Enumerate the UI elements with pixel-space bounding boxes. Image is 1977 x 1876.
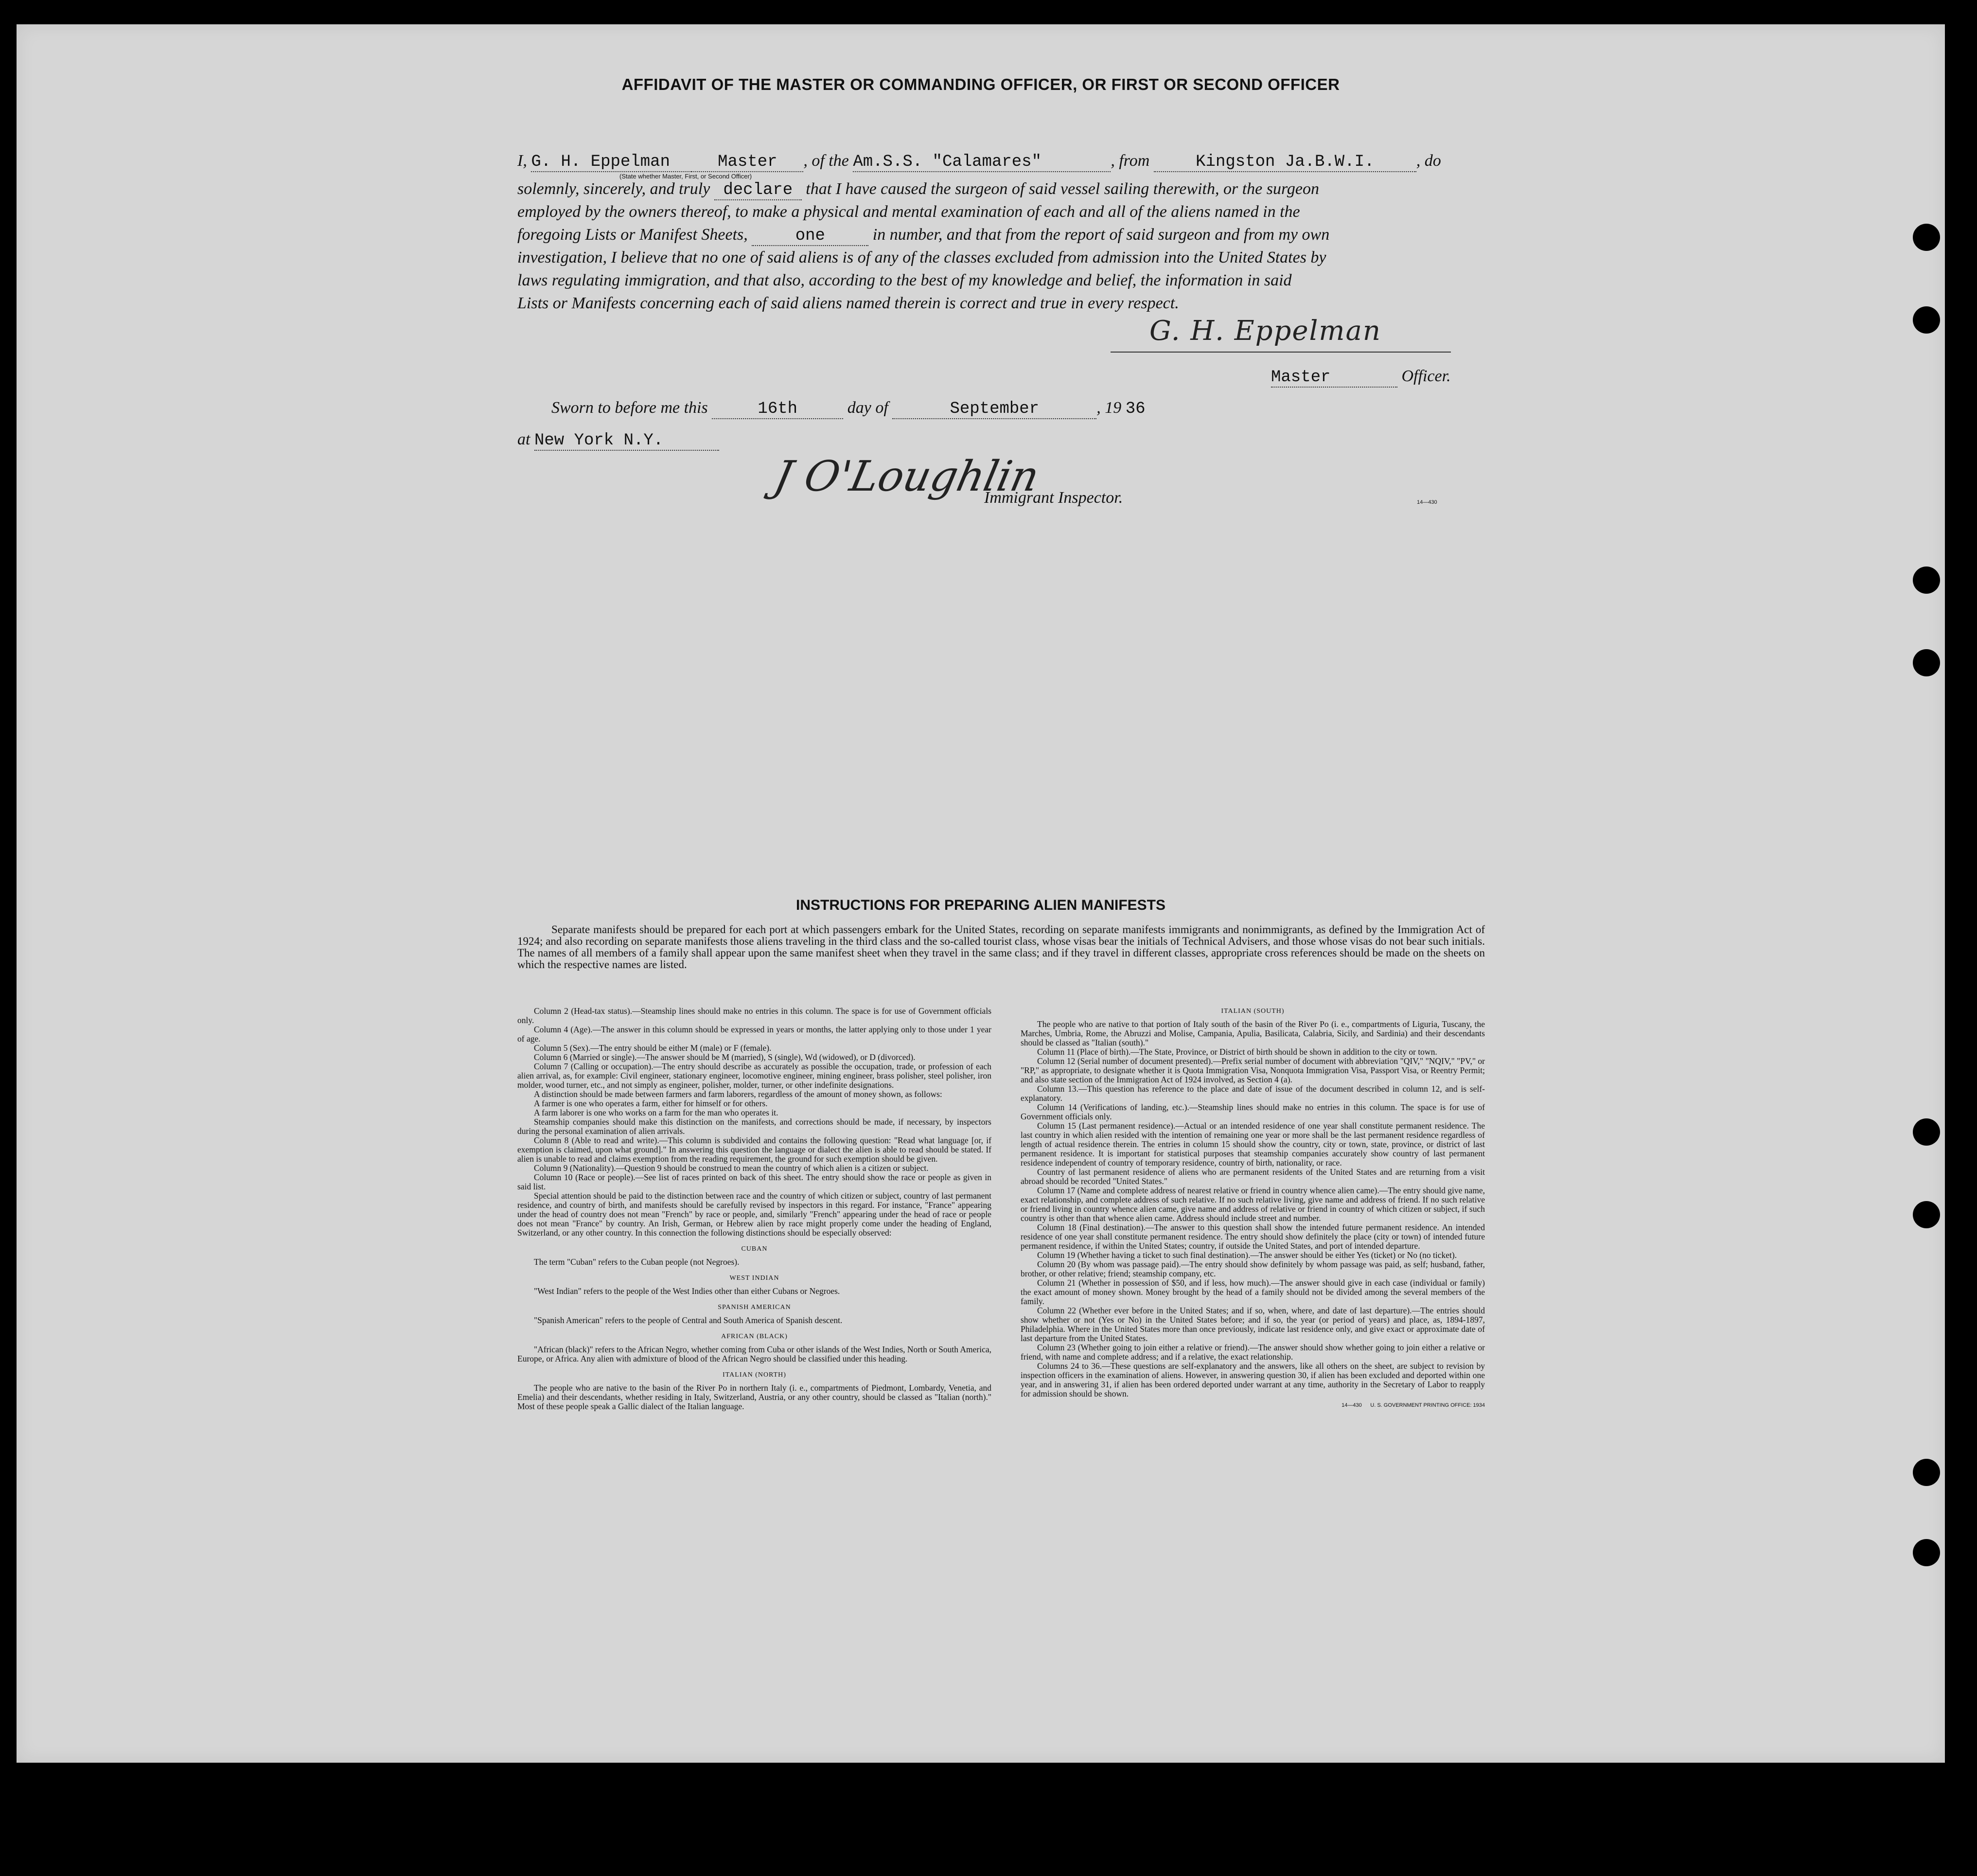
sworn-day-field: 16th [712, 400, 843, 419]
binder-hole [1913, 1459, 1940, 1486]
footer-code: 14—430 [1342, 1402, 1362, 1408]
right-paragraph-list [1021, 1020, 1485, 1398]
affidavit-line-6: laws regulating immigration, and that also, according to the best of my knowledge and belief, the information in said [517, 271, 1292, 289]
binder-hole [1913, 566, 1940, 594]
from-label: , from [1111, 152, 1150, 170]
instruction-paragraph: Country of last permanent residence of aliens who are permanent residents of the United States and are returning from a visit abroad should be recorded "United States." [1021, 1167, 1485, 1186]
race-section-heading: AFRICAN (BLACK) [721, 1333, 788, 1340]
instruction-paragraph: Column 5 (Sex).—The entry should be either M (male) or F (female). [534, 1043, 772, 1053]
affidavit-line-2 [517, 180, 1319, 200]
printer-footer [1021, 1399, 1485, 1410]
instruction-paragraph: Column 20 (By whom was passage paid).—The entry should show definitely by whom passage was paid, as self; husband, father, brother, or other relative; friend; steamship company, etc. [1021, 1259, 1485, 1278]
affidavit-line-3: employed by the owners thereof, to make a physical and mental examination of each and all of the aliens named in the [517, 203, 1300, 221]
race-section-text: "West Indian" refers to the people of the West Indies other than either Cubans or Negroes. [534, 1286, 840, 1296]
form-number: 14—430 [1417, 499, 1437, 505]
instructions-intro: Separate manifests should be prepared for each port at which passengers embark for the United States, recording on separate manifests immigrants and nonimmigrants, as defined by the Immigration Act of 1924; and also recording on separate manifests those aliens traveling in the third class and the so-called tourist class, whose visas bear the initials of Technical Advisers, and those whose visas do not bear such initials. The names of all members of a family shall appear upon the same manifest sheet when they travel in the same class; and if they travel in different classes, appropriate cross references should be made on the sheets on which the respective names are listed. [517, 923, 1485, 971]
left-section-list [517, 1244, 991, 1411]
binder-hole [1913, 1118, 1940, 1146]
footer-printer: U. S. GOVERNMENT PRINTING OFFICE: 1934 [1370, 1402, 1485, 1408]
instructions-left-column [517, 1007, 991, 1411]
binder-hole [1913, 224, 1940, 251]
instruction-paragraph: Column 18 (Final destination).—The answer to this question shall show the intended future permanent residence. An intended residence of one year shall constitute permanent residence. The entry should show definitely the place (city or town) of intended future permanent residence, if within the United States; country, if outside the United States, and port of intended departure. [1021, 1222, 1485, 1251]
instructions-title: INSTRUCTIONS FOR PREPARING ALIEN MANIFESTS [795, 897, 1166, 913]
vessel-field: Am.S.S. "Calamares" [853, 153, 1111, 172]
instruction-paragraph: Column 15 (Last permanent residence).—Actual or an intended residence of one year shall constitute permanent residence. The last country in which alien resided with the intention of remaining one year or more shall be the last permanent residence regardless of length of actual residence therein. The entries in column 15 should show the country, city or town, state, province, or district of last permanent residence. It is important for statistical purposes that steamship companies accurately show country of last permanent residence independent of country of temporary residence, country of birth, nationality, or race. [1021, 1121, 1485, 1168]
sworn-line [551, 399, 1146, 419]
instruction-paragraph: Column 23 (Whether going to join either a relative or friend).—The answer should show whether going to join either a relative or friend, with name and complete address; and if a relative, the exact relationship. [1021, 1343, 1485, 1362]
instruction-paragraph: Column 22 (Whether ever before in the United States; and if so, when, where, and date of last departure).—The entries should show whether or not (Yes or No) in the United States before; and if so, the year (or period of years) and place, as, 1894-1897, Philadelphia. Where in the United States more than once previously, indicate last residence only, and give exact or approximate date of last departure from the United States. [1021, 1306, 1485, 1343]
instruction-paragraph: Column 4 (Age).—The answer in this column should be expressed in years or months, the latter applying only to those under 1 year of age. [517, 1025, 991, 1044]
race-section-heading: ITALIAN (NORTH) [723, 1371, 786, 1379]
race-section-text: The term "Cuban" refers to the Cuban people (not Negroes). [534, 1257, 740, 1267]
left-paragraph-list [517, 1007, 991, 1238]
instruction-paragraph: A farmer is one who operates a farm, either for himself or for others. [534, 1098, 768, 1108]
affidavit-line-7: Lists or Manifests concerning each of said aliens named therein is correct and true in every respect. [517, 294, 1179, 312]
rank-note: (State whether Master, First, or Second Officer) [619, 173, 752, 180]
race-section-heading: CUBAN [741, 1245, 768, 1253]
race-section-heading: WEST INDIAN [729, 1274, 779, 1282]
instruction-paragraph: A farm laborer is one who works on a farm for the man who operates it. [534, 1108, 778, 1117]
place-field: New York N.Y. [534, 432, 719, 451]
instruction-paragraph: Column 9 (Nationality).—Question 9 should be construed to mean the country of which alien is a citizen or subject. [534, 1163, 929, 1173]
instruction-paragraph: Column 12 (Serial number of document presented).—Prefix serial number of document with abbreviation "QIV," "NQIV," "PV," or "RP," as appropriate, to designate whether it is Quota Immigration Visa, Nonquota Immigration Visa, Passport Visa, or Reentry Permit; and also state section of the Immigration Act of 1924 involved, as Section 4 (a). [1021, 1056, 1485, 1084]
sworn-prefix: Sworn to before me this [551, 399, 708, 417]
instruction-paragraph: The people who are native to that portion of Italy south of the basin of the River Po (i. e., compartments of Liguria, Tuscany, the Marches, Umbria, Rome, the Abruzzi and Molise, Campania, Apulia, Basilicata, Calabria, Sicily, and Sardinia) and their descendants should be classed as "Italian (south)." [1021, 1019, 1485, 1047]
instruction-paragraph: Column 2 (Head-tax status).—Steamship lines should make no entries in this column. The space is for use of Government officials only. [517, 1006, 991, 1025]
instruction-paragraph: Column 17 (Name and complete address of nearest relative or friend in country whence alien came).—The entry should give name, exact relationship, and complete address of such relative. If no such relative living, give name and address of friend. If no such relative or friend living in country whence alien came, give name and address of relative or friend in country of which citizen or subject, if such country is other than that whence alien came. Address should include street and number. [1021, 1186, 1485, 1223]
sworn-year-field: 36 [1125, 400, 1146, 418]
binder-hole [1913, 306, 1940, 334]
instruction-paragraph: Column 11 (Place of birth).—The State, Province, or District of birth should be shown in addition to the city or town. [1037, 1047, 1437, 1057]
binder-hole [1913, 1201, 1940, 1228]
instruction-paragraph: Column 13.—This question has reference to the place and date of issue of the document described in column 12, and is self-explanatory. [1021, 1084, 1485, 1103]
of-the-label: , of the [803, 152, 849, 170]
year-prefix: , 19 [1096, 399, 1122, 417]
inspector-signature: J O'Loughlin [770, 452, 1043, 501]
affidavit-line-4 [517, 226, 1329, 246]
instruction-paragraph: Steamship companies should make this distinction on the manifests, and corrections should be made, if necessary, by inspectors during the personal examination of alien arrivals. [517, 1117, 991, 1136]
day-of-label: day of [847, 399, 888, 417]
instruction-paragraph: Columns 24 to 36.—These questions are self-explanatory and the answers, like all others on the sheet, are subject to revision by inspection officers in the examination of aliens. However, in answering question 30, if alien has been excluded and deported within one year, and in answering 31, if alien has been ordered deported under warrant at any time, authority in the Secretary of Labor to reapply for admission should be shown. [1021, 1361, 1485, 1398]
sworn-month-field: September [892, 400, 1096, 419]
port-field: Kingston Ja.B.W.I. [1154, 153, 1416, 172]
affidavit-line-1 [517, 152, 1441, 172]
race-section-text: "African (black)" refers to the African Negro, whether coming from Cuba or other islands of the West Indies, North or South America, Europe, or Africa. Any alien with admixture of blood of the African Negro should be classified under this heading. [517, 1345, 991, 1363]
affidavit-line-5: investigation, I believe that no one of said aliens is of any of the classes excluded from admission into the United States by [517, 248, 1326, 266]
affidavit-title: AFFIDAVIT OF THE MASTER OR COMMANDING OFFICER, OR FIRST OR SECOND OFFICER [621, 75, 1340, 93]
place-line [517, 430, 719, 451]
instruction-paragraph: A distinction should be made between farmers and farm laborers, regardless of the amount of money shown, as follows: [534, 1089, 942, 1099]
master-signature: G. H. Eppelman [1149, 315, 1381, 347]
instruction-paragraph: Column 6 (Married or single).—The answer should be M (married), S (single), Wd (widowed), or D (divorced). [534, 1052, 916, 1062]
manifest-page [17, 24, 1945, 1763]
sheet-count-field: one [752, 227, 868, 246]
line-4-prefix: foregoing Lists or Manifest Sheets, [517, 226, 748, 244]
instruction-paragraph: Column 8 (Able to read and write).—This column is subdivided and contains the following question: "Read what language [or, if exemption is claimed, upon what ground]." In answering this question the language or dialect the alien is able to read should be stated. If alien is unable to read and claims exemption from the reading requirement, the ground for such exemption should be given. [517, 1135, 991, 1164]
officer-rank-field: Master [1271, 369, 1397, 388]
at-label: at [517, 430, 530, 448]
race-section-text: "Spanish American" refers to the people of Central and South America of Spanish descent. [534, 1315, 843, 1325]
line-2-prefix: solemnly, sincerely, and truly [517, 180, 710, 198]
italian-south-heading: ITALIAN (SOUTH) [1221, 1008, 1285, 1015]
instruction-paragraph: Special attention should be paid to the distinction between race and the country of which citizen or subject, country of last permanent residence, and country of birth, and manifests should be carefully revised by inspectors in this regard. For instance, "France" appearing under the head of country does not mean "French" by race or people, and, similarly "French" appearing under the head of race or people does not mean "France" by country. An Irish, German, or Hebrew alien by race might properly come under the heading of England, Switzerland, or any other country. In this connection the following distinctions should be especially observed: [517, 1191, 991, 1238]
do-label: , do [1416, 152, 1441, 170]
master-name-field: G. H. Eppelman [531, 153, 691, 172]
signature-line [1111, 352, 1451, 353]
affidavit-prefix: I, [517, 152, 527, 170]
race-section-text: The people who are native to the basin of the River Po in northern Italy (i. e., compartments of Piedmont, Lombardy, Venetia, and Emelia) and their descendants, whether residing in Italy, Switzerland, Austria, or any other country, should be classed as "Italian (north)." Most of these people speak a Gallic dialect of the Italian language. [517, 1383, 991, 1411]
rank-field: Master [691, 153, 803, 172]
binder-hole [1913, 1539, 1940, 1566]
instruction-paragraph: Column 10 (Race or people).—See list of races printed on back of this sheet. The entry should show the race or people as given in said list. [517, 1172, 991, 1191]
instruction-paragraph: Column 14 (Verifications of landing, etc.).—Steamship lines should make no entries in this column. The space is for use of Government officials only. [1021, 1102, 1485, 1121]
instructions-right-column [1021, 1007, 1485, 1410]
declare-field: declare [714, 181, 802, 200]
inspector-label: Immigrant Inspector. [984, 489, 1123, 507]
line-2-suffix: that I have caused the surgeon of said vessel sailing therewith, or the surgeon [806, 180, 1320, 198]
instruction-paragraph: Column 19 (Whether having a ticket to such final destination).—The answer should be either Yes (ticket) or No (no ticket). [1037, 1250, 1457, 1260]
officer-label: Officer. [1401, 367, 1451, 385]
race-section-heading: SPANISH AMERICAN [718, 1304, 791, 1311]
instruction-paragraph: Column 21 (Whether in possession of $50, and if less, how much).—The answer should give in each case (individual or family) the exact amount of money shown. Money brought by the head of a family should not be divided among the several members of the family. [1021, 1278, 1485, 1306]
instruction-paragraph: Column 7 (Calling or occupation).—The entry should describe as accurately as possible the occupation, trade, or profession of each alien arrival, as, for example: Civil engineer, stationary engineer, locomotive engineer, mining engineer, brass polisher, steel polisher, iron molder, wood turner, etc., and not simply as engineer, polisher, molder, turner, or other indefinite designations. [517, 1062, 991, 1090]
binder-hole [1913, 649, 1940, 676]
officer-line [1271, 367, 1451, 388]
line-4-suffix: in number, and that from the report of said surgeon and from my own [872, 226, 1330, 244]
